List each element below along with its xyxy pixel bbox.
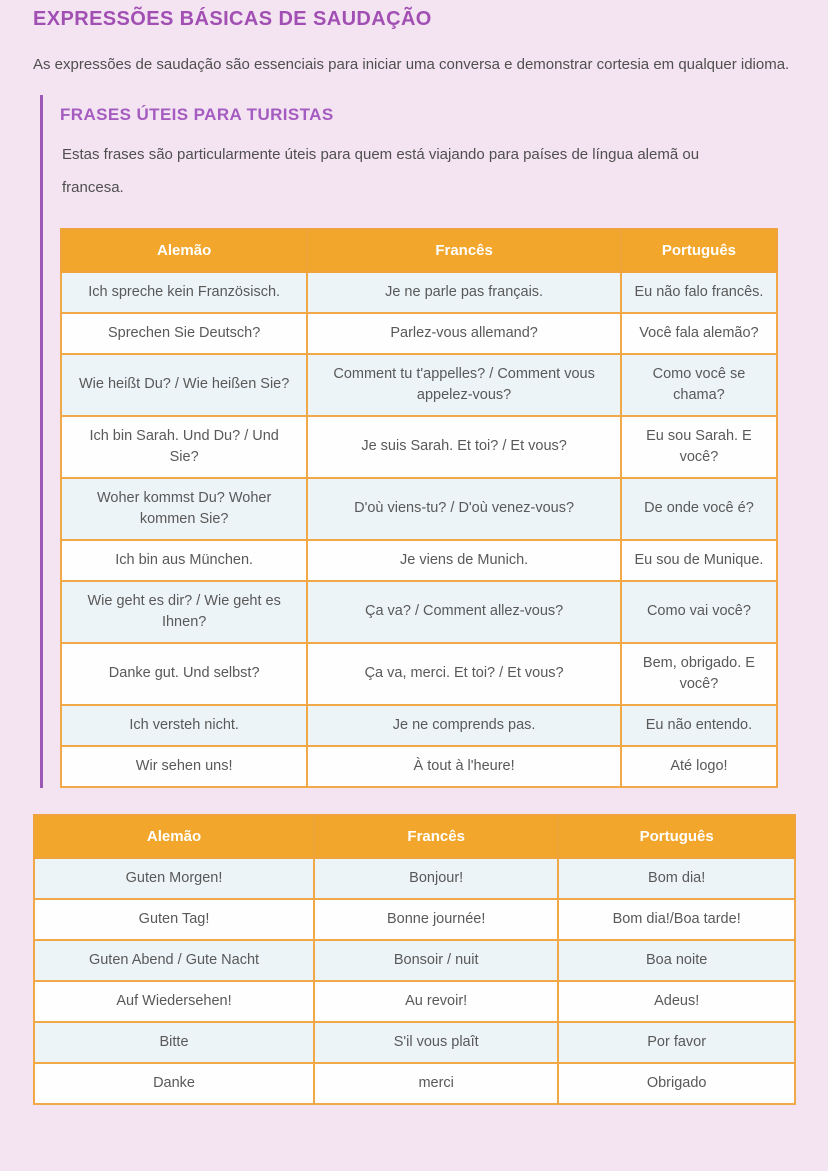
greetings-table — [33, 814, 796, 1105]
table-cell: S'il vous plaît — [314, 1022, 558, 1063]
table-cell: Eu sou de Munique. — [621, 540, 777, 581]
table-cell: À tout à l'heure! — [307, 746, 621, 787]
column-header: Português — [558, 815, 795, 858]
tourist-phrases-section — [40, 95, 796, 788]
table-row — [34, 1022, 795, 1063]
table-cell: Guten Abend / Gute Nacht — [34, 940, 314, 981]
table-cell: Por favor — [558, 1022, 795, 1063]
greetings-table-head — [34, 815, 795, 858]
table-row — [34, 940, 795, 981]
table-cell: Você fala alemão? — [621, 313, 777, 354]
table-cell: Eu não entendo. — [621, 705, 777, 746]
tourist-phrases-table-head — [61, 229, 777, 272]
column-header: Francês — [307, 229, 621, 272]
table-cell: Parlez-vous allemand? — [307, 313, 621, 354]
page-title: EXPRESSÕES BÁSICAS DE SAUDAÇÃO — [33, 8, 432, 30]
table-row — [61, 354, 777, 416]
table-row — [61, 540, 777, 581]
column-header: Português — [621, 229, 777, 272]
table-cell: Woher kommst Du? Woher kommen Sie? — [61, 478, 307, 540]
table-cell: De onde você é? — [621, 478, 777, 540]
header-row — [34, 815, 795, 858]
table-cell: Obrigado — [558, 1063, 795, 1104]
table-cell: Ich spreche kein Französisch. — [61, 272, 307, 313]
table-cell: Danke — [34, 1063, 314, 1104]
table-cell: Como você se chama? — [621, 354, 777, 416]
table-row — [61, 478, 777, 540]
table-row — [34, 1063, 795, 1104]
table-cell: Je suis Sarah. Et toi? / Et vous? — [307, 416, 621, 478]
table-cell: Guten Morgen! — [34, 858, 314, 899]
table-row — [34, 899, 795, 940]
table-cell: Au revoir! — [314, 981, 558, 1022]
table-row — [61, 581, 777, 643]
table-cell: Eu não falo francês. — [621, 272, 777, 313]
table-cell: Wie heißt Du? / Wie heißen Sie? — [61, 354, 307, 416]
table-row — [61, 416, 777, 478]
table-cell: Bonne journée! — [314, 899, 558, 940]
header-row — [61, 229, 777, 272]
table-cell: merci — [314, 1063, 558, 1104]
table-cell: Eu sou Sarah. E você? — [621, 416, 777, 478]
column-header: Alemão — [34, 815, 314, 858]
table-cell: Je viens de Munich. — [307, 540, 621, 581]
table-cell: Comment tu t'appelles? / Comment vous appelez-vous? — [307, 354, 621, 416]
table-cell: Boa noite — [558, 940, 795, 981]
tourist-phrases-table — [60, 228, 778, 788]
table-cell: Wie geht es dir? / Wie geht es Ihnen? — [61, 581, 307, 643]
table-cell: Ich bin aus München. — [61, 540, 307, 581]
greetings-table-body — [34, 858, 795, 1104]
table-cell: Ça va? / Comment allez-vous? — [307, 581, 621, 643]
table-row — [34, 858, 795, 899]
table-row — [34, 981, 795, 1022]
table-cell: Ich bin Sarah. Und Du? / Und Sie? — [61, 416, 307, 478]
table-cell: Guten Tag! — [34, 899, 314, 940]
table-row — [61, 643, 777, 705]
table-cell: Bitte — [34, 1022, 314, 1063]
table-cell: D'où viens-tu? / D'où venez-vous? — [307, 478, 621, 540]
section-heading: FRASES ÚTEIS PARA TURISTAS — [60, 105, 334, 125]
intro-paragraph: As expressões de saudação são essenciais para iniciar uma conversa e demonstrar cortesia em qualquer idioma. — [33, 56, 790, 73]
table-row — [61, 705, 777, 746]
table-cell: Auf Wiedersehen! — [34, 981, 314, 1022]
table-cell: Wir sehen uns! — [61, 746, 307, 787]
table-cell: Bem, obrigado. E você? — [621, 643, 777, 705]
column-header: Francês — [314, 815, 558, 858]
table-cell: Bonjour! — [314, 858, 558, 899]
table-cell: Bonsoir / nuit — [314, 940, 558, 981]
table-cell: Adeus! — [558, 981, 795, 1022]
table-cell: Ça va, merci. Et toi? / Et vous? — [307, 643, 621, 705]
table-cell: Bom dia! — [558, 858, 795, 899]
table-cell: Bom dia!/Boa tarde! — [558, 899, 795, 940]
table-cell: Danke gut. Und selbst? — [61, 643, 307, 705]
table-cell: Até logo! — [621, 746, 777, 787]
table-cell: Sprechen Sie Deutsch? — [61, 313, 307, 354]
section-description: Estas frases são particularmente úteis para quem está viajando para países de língua alemã ou francesa. — [62, 146, 700, 196]
table-cell: Je ne parle pas français. — [307, 272, 621, 313]
column-header: Alemão — [61, 229, 307, 272]
table-cell: Ich versteh nicht. — [61, 705, 307, 746]
table-row — [61, 272, 777, 313]
table-cell: Como vai você? — [621, 581, 777, 643]
tourist-phrases-table-body — [61, 272, 777, 787]
table-row — [61, 313, 777, 354]
table-cell: Je ne comprends pas. — [307, 705, 621, 746]
table-row — [61, 746, 777, 787]
